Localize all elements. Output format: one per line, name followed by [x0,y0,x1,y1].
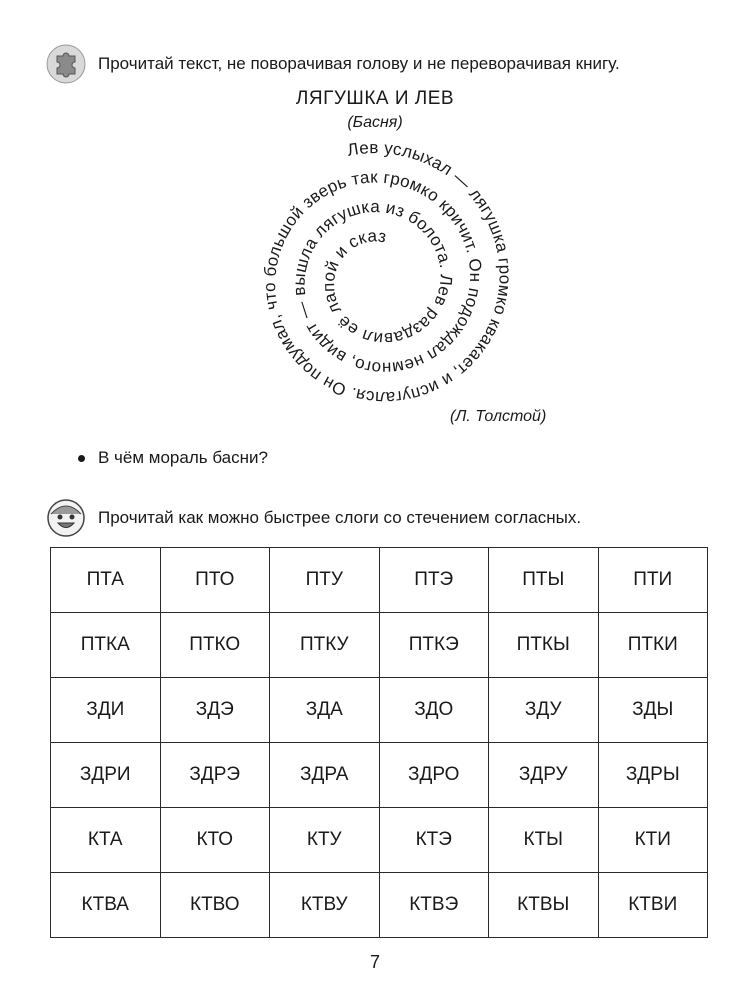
spiral-text [230,130,530,430]
syllable-cell: ЗДИ [51,678,161,743]
svg-text:Лев услыхал — лягушка громко к [230,130,515,407]
syllable-cell: ЗДУ [489,678,599,743]
syllable-cell: КТВО [160,873,270,938]
syllable-cell: КТО [160,808,270,873]
syllable-cell: ЗДРА [270,743,380,808]
syllable-cell: КТЫ [489,808,599,873]
syllable-cell: ПТКУ [270,613,380,678]
table-row [51,873,708,938]
syllable-cell: ЗДРО [379,743,489,808]
instruction-text: Прочитай как можно быстрее слоги со стечением согласных. [98,508,582,527]
syllable-cell: ЗДРИ [51,743,161,808]
syllable-cell: ЗДО [379,678,489,743]
syllable-cell: ПТКЫ [489,613,599,678]
syllable-cell: КТУ [270,808,380,873]
syllable-cell: ПТО [160,548,270,613]
syllable-cell: ПТКО [160,613,270,678]
syllable-cell: КТВЫ [489,873,599,938]
syllable-cell: КТВА [51,873,161,938]
syllable-cell: ЗДЫ [598,678,708,743]
story-author: (Л. Толстой) [450,408,547,425]
syllable-cell: КТВУ [270,873,380,938]
syllable-cell: ПТЫ [489,548,599,613]
instruction-read-text [46,44,620,84]
syllable-cell: ЗДА [270,678,380,743]
question [78,448,268,468]
story-genre: (Басня) [347,114,403,131]
spiral-text-content: Лев услыхал — лягушка громко квакает, и испугался. Он подумал, что большой зверь так громко кричит. Он подождал немного, видит — вышла лягушка из болота. Лев раздавил её лапой и сказ [260,138,515,408]
syllable-cell: ПТЭ [379,548,489,613]
syllable-cell: ЗДРЫ [598,743,708,808]
instruction-read-syllables [46,498,581,538]
story-title: ЛЯГУШКА И ЛЕВ [295,88,455,109]
face-icon [46,498,86,538]
syllable-cell: КТВЭ [379,873,489,938]
syllable-cell: КТВИ [598,873,708,938]
syllable-cell: ПТКИ [598,613,708,678]
syllable-cell: ЗДЭ [160,678,270,743]
instruction-text: Прочитай текст, не поворачивая голову и не переворачивая книгу. [98,54,620,73]
syllable-cell: ЗДРЭ [160,743,270,808]
syllable-cell: КТА [51,808,161,873]
table-row [51,548,708,613]
table-row [51,808,708,873]
syllable-cell: ПТУ [270,548,380,613]
syllable-cell: ПТА [51,548,161,613]
syllable-cell: ПТИ [598,548,708,613]
syllable-cell: ЗДРУ [489,743,599,808]
syllable-cell: КТЭ [379,808,489,873]
syllable-cell: КТИ [598,808,708,873]
page-number: 7 [369,952,380,972]
syllable-table [50,547,708,938]
question-text: В чём мораль басни? [98,448,268,467]
table-row [51,743,708,808]
bullet-icon [78,455,85,462]
table-row [51,678,708,743]
puzzle-icon [46,44,86,84]
table-row [51,613,708,678]
syllable-cell: ПТКА [51,613,161,678]
syllable-cell: ПТКЭ [379,613,489,678]
